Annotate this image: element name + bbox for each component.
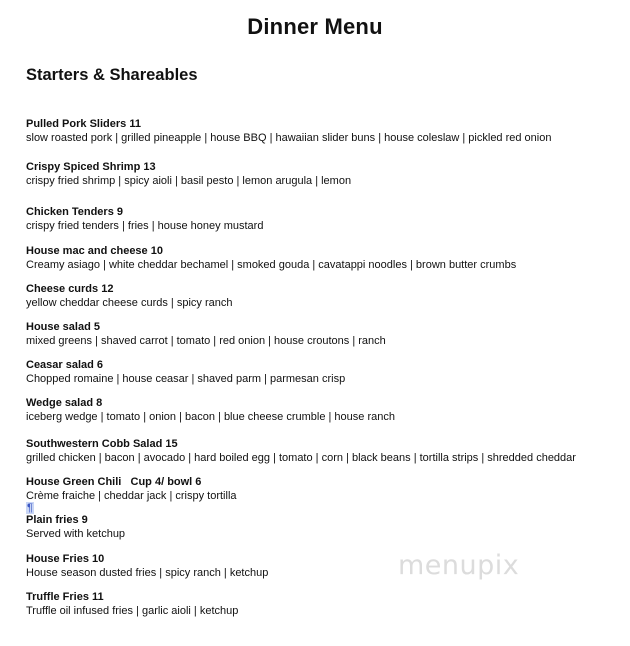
menu-item (26, 320, 626, 348)
pilcrow-mark: ¶ (27, 502, 33, 514)
menu-item (26, 282, 626, 310)
item-name: House Fries 10 (26, 553, 105, 565)
item-description: Chopped romaine | house ceasar | shaved parm | parmesan crisp (26, 373, 346, 385)
menu-item (26, 358, 626, 386)
watermark-logo: menupix (398, 550, 520, 581)
menu-item (26, 513, 626, 541)
item-description: House season dusted fries | spicy ranch | ketchup (26, 567, 269, 579)
item-description: slow roasted pork | grilled pineapple | house BBQ | hawaiian slider buns | house coleslaw | pickled red onion (26, 132, 552, 144)
item-name: House salad 5 (26, 321, 100, 333)
item-name: Ceasar salad 6 (26, 359, 104, 371)
item-description: crispy fried tenders | fries | house honey mustard (26, 220, 264, 232)
menu-item (26, 590, 626, 618)
item-name: House mac and cheese 10 (26, 245, 163, 257)
menu-item (26, 396, 626, 424)
item-description: Truffle oil infused fries | garlic aioli | ketchup (26, 605, 239, 617)
menu-item (26, 160, 626, 188)
item-name: Chicken Tenders 9 (26, 206, 123, 218)
item-description: Served with ketchup (26, 528, 126, 540)
item-name: Truffle Fries 11 (26, 591, 104, 603)
menu-item (26, 205, 626, 233)
item-name: Crispy Spiced Shrimp 13 (26, 161, 156, 173)
item-description: yellow cheddar cheese curds | spicy ranch (26, 297, 233, 309)
section-title: Starters & Shareables (26, 66, 198, 84)
item-description: Creamy asiago | white cheddar bechamel | smoked gouda | cavatappi noodles | brown butter crumbs (26, 259, 517, 271)
item-description: Crème fraiche | cheddar jack | crispy tortilla (26, 490, 237, 502)
item-name: Wedge salad 8 (26, 397, 103, 409)
item-name: Pulled Pork Sliders 11 (26, 118, 141, 130)
item-description: crispy fried shrimp | spicy aioli | basil pesto | lemon arugula | lemon (26, 175, 352, 187)
menu-item (26, 244, 626, 272)
menu-item (26, 437, 626, 465)
item-description: grilled chicken | bacon | avocado | hard boiled egg | tomato | corn | black beans | tortilla strips | shredded cheddar (26, 452, 576, 464)
menu-item (26, 552, 626, 580)
menu-item (26, 117, 626, 145)
item-description: iceberg wedge | tomato | onion | bacon | blue cheese crumble | house ranch (26, 411, 395, 423)
item-name: Plain fries 9 (26, 514, 88, 526)
item-name: Southwestern Cobb Salad 15 (26, 438, 178, 450)
item-description: mixed greens | shaved carrot | tomato | red onion | house croutons | ranch (26, 335, 386, 347)
item-name: Cheese curds 12 (26, 283, 114, 295)
page-title: Dinner Menu (247, 14, 383, 39)
menu-item (26, 475, 626, 503)
item-name: House Green Chili Cup 4/ bowl 6 (26, 476, 202, 488)
